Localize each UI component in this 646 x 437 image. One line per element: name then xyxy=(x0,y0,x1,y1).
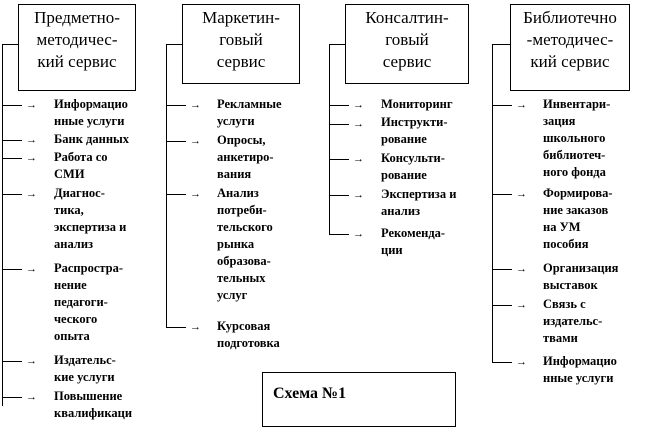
header-line: -методичес- xyxy=(526,30,614,49)
arrow-icon: → xyxy=(190,321,201,333)
arrow-icon: → xyxy=(26,391,37,403)
arrow-icon: → xyxy=(26,263,37,275)
arrow-icon: → xyxy=(516,356,527,368)
header-line: Предметно- xyxy=(34,8,120,27)
trunk-line xyxy=(166,44,167,327)
arrow-icon: → xyxy=(26,188,37,200)
trunk-line xyxy=(492,44,493,362)
list-item: Связь с издательс- твами xyxy=(543,297,603,345)
connector xyxy=(329,195,349,196)
header-box-library-methodical xyxy=(510,4,630,91)
list-item: Работа со СМИ xyxy=(54,150,108,181)
connector xyxy=(2,269,22,270)
arrow-icon: → xyxy=(26,152,37,164)
header-line: методичес- xyxy=(36,30,118,49)
connector xyxy=(492,269,512,270)
list-item: Опросы, анкетиро- вания xyxy=(217,133,274,181)
arrow-icon: → xyxy=(353,118,364,130)
header-box-marketing xyxy=(182,4,300,84)
list-item: Рекламные услуги xyxy=(217,97,282,128)
list-item: Инвентари- зация школьного библиотеч- ного фонда xyxy=(543,97,611,179)
list-item: Консульти- рование xyxy=(381,151,445,182)
header-box-consulting xyxy=(345,4,469,84)
arrow-icon: → xyxy=(353,189,364,201)
header-line: сервис xyxy=(382,52,432,71)
connector xyxy=(329,44,345,45)
list-item: Повышение квалификаци xyxy=(54,389,133,420)
scheme-label: Схема №1 xyxy=(262,372,456,427)
arrow-icon: → xyxy=(516,299,527,311)
connector xyxy=(166,327,186,328)
connector xyxy=(166,194,186,195)
connector xyxy=(492,105,512,106)
header-line: Библиотечно xyxy=(523,8,617,27)
connector xyxy=(329,124,349,125)
list-item: Формирова- ние заказов на УМ пособия xyxy=(543,186,613,251)
trunk-line xyxy=(329,44,330,234)
header-line: говый xyxy=(219,30,263,49)
arrow-icon: → xyxy=(516,263,527,275)
list-item: Диагнос- тика, экспертиза и анализ xyxy=(54,186,127,251)
list-item: Курсовая подготовка xyxy=(217,319,280,350)
arrow-icon: → xyxy=(353,228,364,240)
header-line: Консалтин- xyxy=(365,8,449,27)
arrow-icon: → xyxy=(190,99,201,111)
connector xyxy=(166,44,182,45)
arrow-icon: → xyxy=(26,134,37,146)
trunk-line xyxy=(2,44,3,406)
arrow-icon: → xyxy=(353,153,364,165)
connector xyxy=(2,140,22,141)
connector xyxy=(329,159,349,160)
connector xyxy=(2,158,22,159)
arrow-icon: → xyxy=(353,99,364,111)
list-item: Экспертиза и анализ xyxy=(381,187,457,218)
list-item: Издательс- кие услуги xyxy=(54,353,116,384)
list-item: Информацио нные услуги xyxy=(543,354,617,385)
connector xyxy=(166,141,186,142)
connector xyxy=(492,194,512,195)
header-box-subject-methodical xyxy=(18,4,136,91)
connector xyxy=(2,194,22,195)
connector xyxy=(492,44,510,45)
arrow-icon: → xyxy=(26,99,37,111)
arrow-icon: → xyxy=(516,188,527,200)
arrow-icon: → xyxy=(516,99,527,111)
connector xyxy=(492,305,512,306)
header-line: говый xyxy=(385,30,429,49)
arrow-icon: → xyxy=(190,188,201,200)
list-item: Анализ потреби- тельского рынка образова- тельных услуг xyxy=(217,186,273,302)
list-item: Организация выставок xyxy=(543,261,619,292)
connector xyxy=(329,105,349,106)
list-item: Информацио нные услуги xyxy=(54,97,128,128)
header-line: кий сервис xyxy=(530,52,610,71)
list-item: Мониторинг xyxy=(381,97,453,111)
arrow-icon: → xyxy=(26,355,37,367)
connector xyxy=(2,361,22,362)
connector xyxy=(329,234,349,235)
list-item: Распростра- нение педагоги- ческого опыта xyxy=(54,261,124,343)
header-line: сервис xyxy=(216,52,266,71)
connector xyxy=(2,397,22,398)
list-item: Банк данных xyxy=(54,132,130,146)
header-line: Маркетин- xyxy=(202,8,280,27)
connector xyxy=(492,362,512,363)
header-line: кий сервис xyxy=(37,52,117,71)
list-item: Рекоменда- ции xyxy=(381,226,446,257)
arrow-icon: → xyxy=(190,135,201,147)
connector xyxy=(2,44,18,45)
list-item: Инструкти- рование xyxy=(381,115,448,146)
connector xyxy=(166,105,186,106)
connector xyxy=(2,105,22,106)
